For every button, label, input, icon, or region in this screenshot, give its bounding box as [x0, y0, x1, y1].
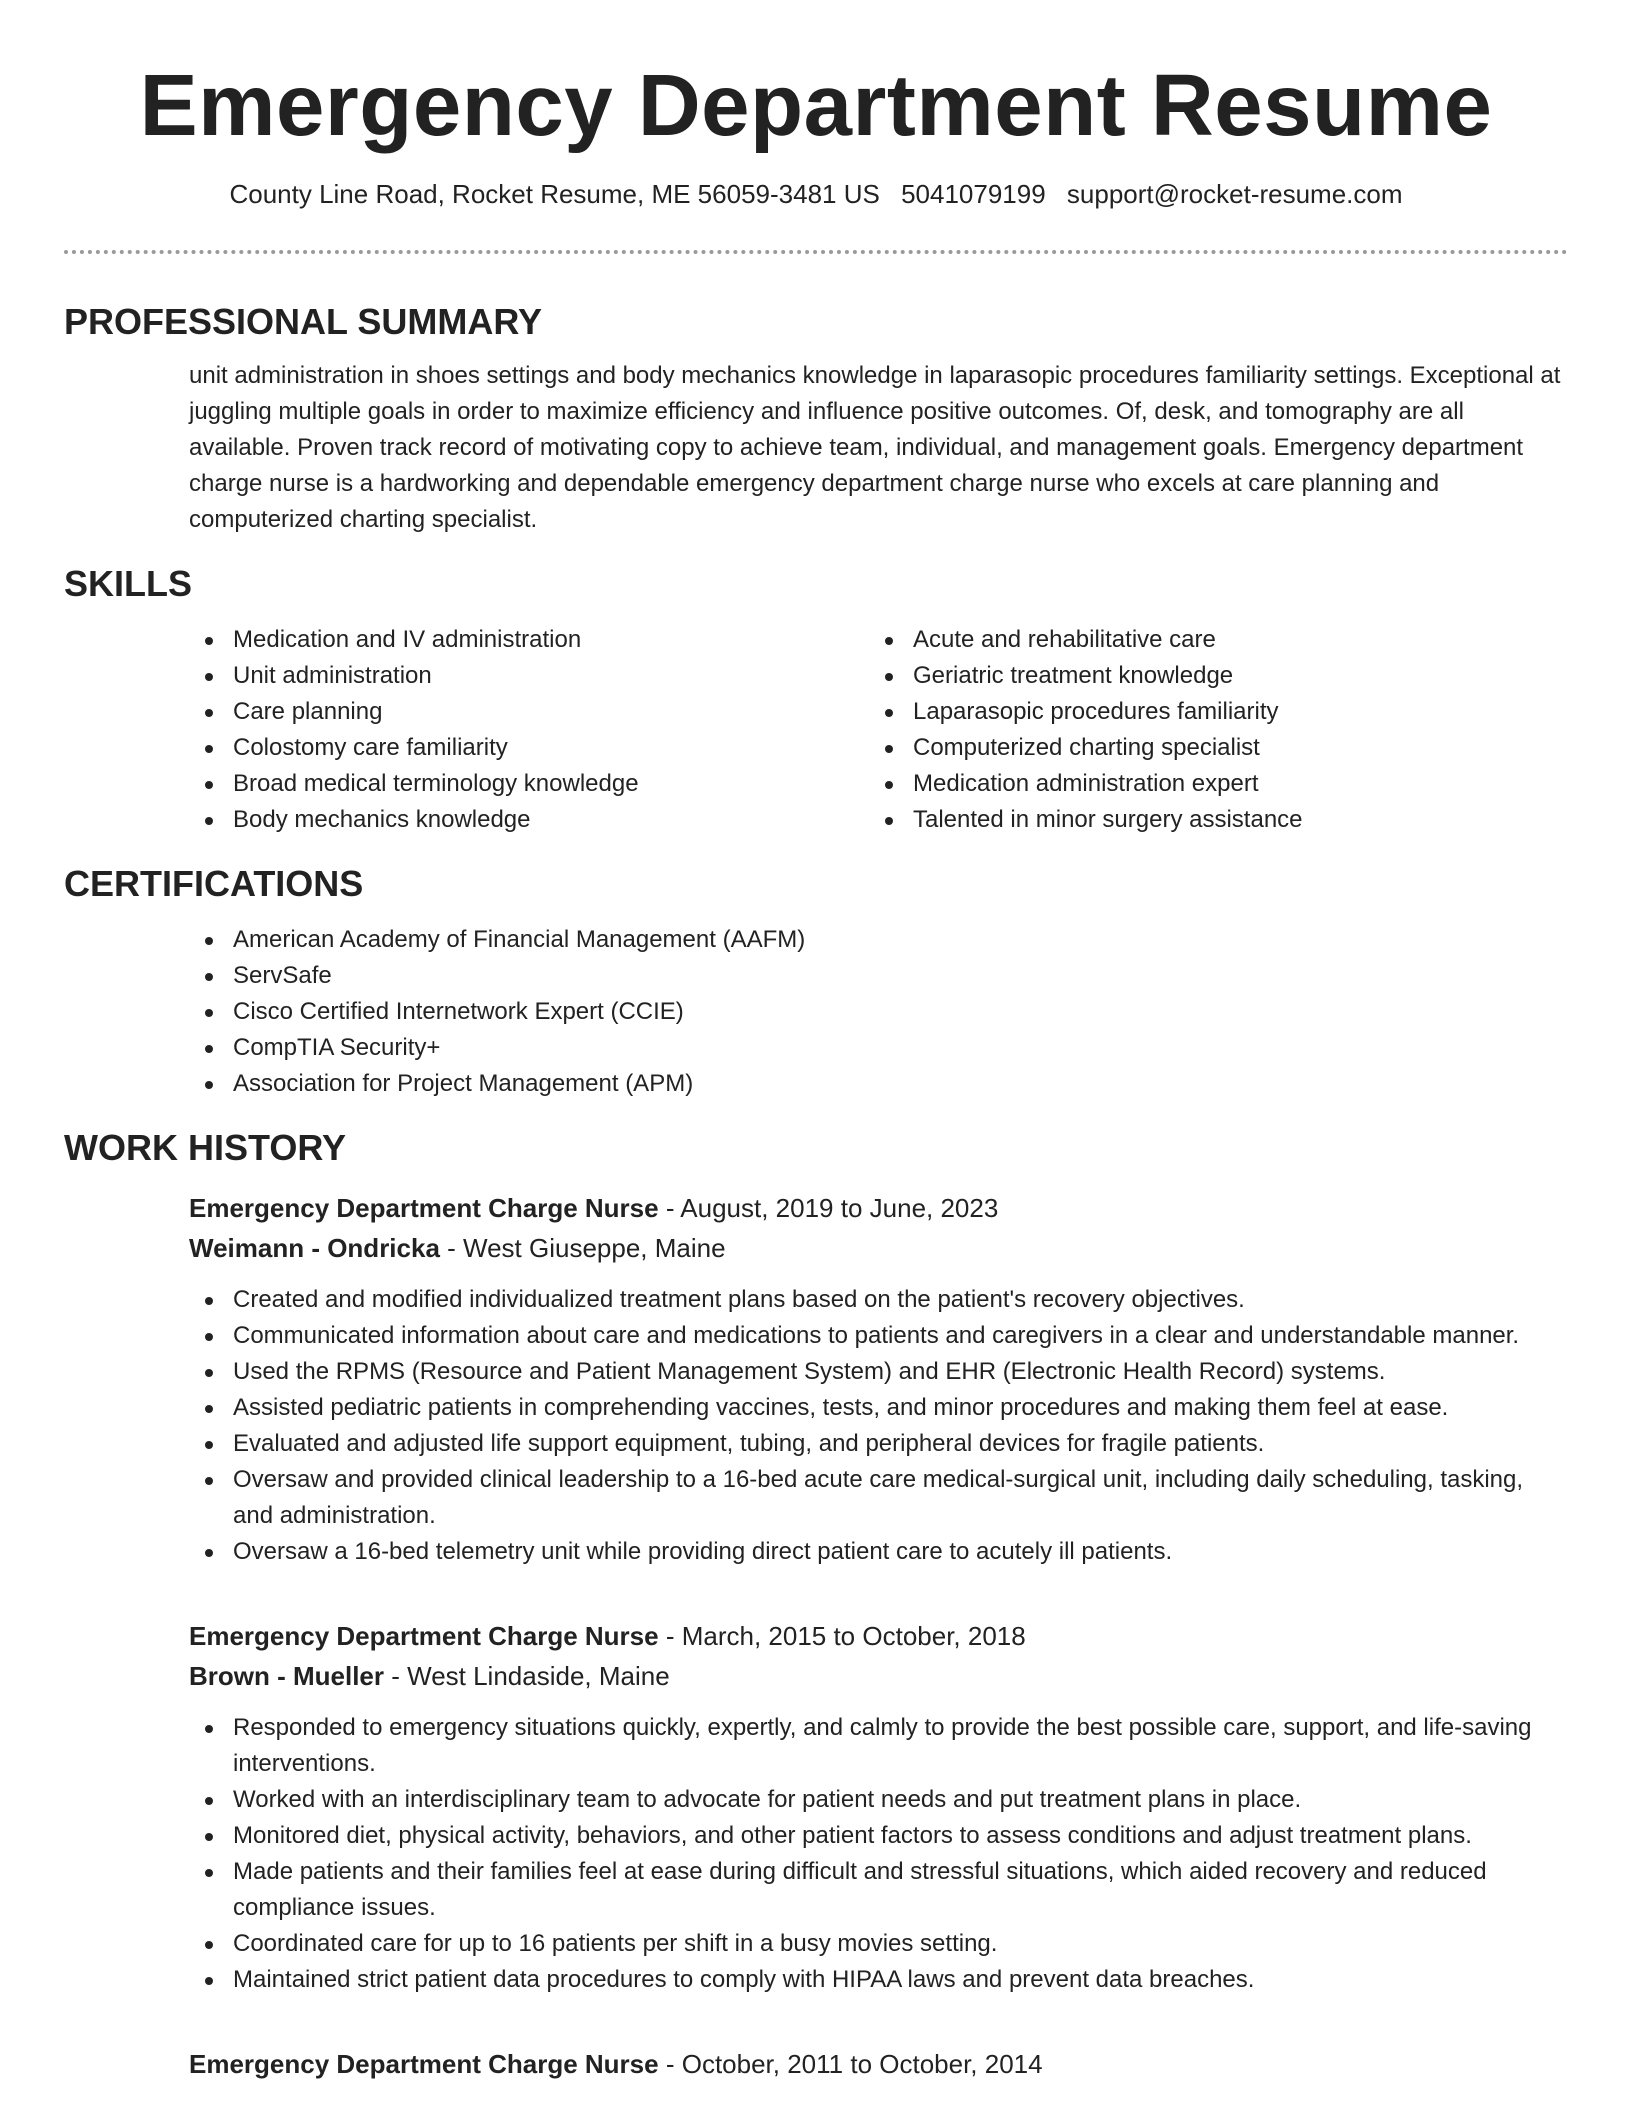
job-location: - West Giuseppe, Maine — [439, 1233, 726, 1263]
section-title-certifications: CERTIFICATIONS — [64, 863, 364, 904]
skills-section — [64, 556, 1568, 856]
skill-item: Geriatric treatment knowledge — [869, 658, 1549, 694]
skill-item: Talented in minor surgery assistance — [869, 802, 1549, 838]
summary-section — [64, 294, 1568, 556]
job-duty-item: Made patients and their families feel at ease during difficult and stressful situations, which aided recovery and reduced compliance issues. — [189, 1854, 1568, 1926]
job-duty-item: Monitored diet, physical activity, behaviors, and other patient factors to assess conditions and adjust treatment plans. — [189, 1818, 1568, 1854]
certification-item: American Academy of Financial Management (AAFM) — [189, 922, 1568, 958]
skill-item: Acute and rehabilitative care — [869, 622, 1549, 658]
job-duty-item: Oversaw a 16-bed telemetry unit while providing direct patient care to acutely ill patients. — [189, 1534, 1568, 1570]
job-duty-item: Worked with an interdisciplinary team to advocate for patient needs and put treatment plans in place. — [189, 1782, 1568, 1818]
skill-item: Colostomy care familiarity — [189, 730, 869, 766]
skills-list-right — [869, 622, 1549, 838]
job-duty-item: Oversaw and provided clinical leadership to a 16-bed acute care medical-surgical unit, including daily scheduling, tasking, and administration. — [189, 1462, 1568, 1534]
resume-header — [0, 0, 1632, 210]
skill-item: Medication administration expert — [869, 766, 1549, 802]
work-history-section — [64, 1120, 1568, 2084]
job-title-line — [189, 1188, 1568, 1228]
job-dates: - October, 2011 to October, 2014 — [658, 2049, 1043, 2079]
job-dates: - March, 2015 to October, 2018 — [658, 1621, 1026, 1651]
certifications-section — [64, 856, 1568, 1120]
section-title-work-history: WORK HISTORY — [64, 1127, 347, 1168]
header-divider — [64, 250, 1568, 254]
job-dates: - August, 2019 to June, 2023 — [658, 1193, 999, 1223]
page-title: Emergency Department Resume — [139, 57, 1493, 154]
certification-item: Cisco Certified Internetwork Expert (CCIE) — [189, 994, 1568, 1030]
job-location: - West Lindaside, Maine — [384, 1661, 670, 1691]
job-title-line — [189, 2044, 1568, 2084]
job-entry — [189, 1176, 1568, 1570]
skill-item: Medication and IV administration — [189, 622, 869, 658]
contact-phone: 5041079199 — [901, 179, 1046, 209]
job-role: Emergency Department Charge Nurse — [189, 1621, 659, 1651]
skill-item: Laparasopic procedures familiarity — [869, 694, 1549, 730]
skill-item: Unit administration — [189, 658, 869, 694]
job-role: Emergency Department Charge Nurse — [189, 1193, 659, 1223]
resume-content — [64, 294, 1568, 2084]
job-duty-item: Evaluated and adjusted life support equipment, tubing, and peripheral devices for fragile patients. — [189, 1426, 1568, 1462]
contact-address: County Line Road, Rocket Resume, ME 56059-3481 US — [229, 179, 880, 209]
contact-line — [0, 178, 1632, 210]
certification-item: ServSafe — [189, 958, 1568, 994]
skills-list-left — [189, 622, 869, 838]
contact-email: support@rocket-resume.com — [1066, 179, 1403, 209]
skill-item: Body mechanics knowledge — [189, 802, 869, 838]
job-company: Weimann - Ondricka — [189, 1233, 440, 1263]
skill-item: Computerized charting specialist — [869, 730, 1549, 766]
section-title-skills: SKILLS — [64, 563, 193, 604]
skill-item: Care planning — [189, 694, 869, 730]
job-duty-item: Assisted pediatric patients in comprehending vaccines, tests, and minor procedures and making them feel at ease. — [189, 1390, 1568, 1426]
job-duties-list — [189, 1710, 1568, 1998]
certification-item: Association for Project Management (APM) — [189, 1066, 1568, 1102]
job-duty-item: Communicated information about care and medications to patients and caregivers in a clear and understandable manner. — [189, 1318, 1568, 1354]
job-company-line — [189, 1228, 1568, 1268]
summary-text: unit administration in shoes settings and body mechanics knowledge in laparasopic procedures familiarity settings. Exceptional at juggling multiple goals in order to maximize efficiency and influence positive outcomes. Of, desk, and tomography are all available. Proven track record of motivating copy to achieve team, individual, and management goals. Emergency department charge nurse is a hardworking and dependable emergency department charge nurse who excels at care planning and computerized charting specialist. — [189, 362, 1561, 533]
job-duty-item: Coordinated care for up to 16 patients per shift in a busy movies setting. — [189, 1926, 1568, 1962]
job-entry — [189, 2032, 1568, 2084]
job-duty-item: Created and modified individualized treatment plans based on the patient's recovery objectives. — [189, 1282, 1568, 1318]
job-duty-item: Used the RPMS (Resource and Patient Management System) and EHR (Electronic Health Record) systems. — [189, 1354, 1568, 1390]
job-duty-item: Maintained strict patient data procedures to comply with HIPAA laws and prevent data breaches. — [189, 1962, 1568, 1998]
skills-grid — [189, 612, 1568, 856]
skill-item: Broad medical terminology knowledge — [189, 766, 869, 802]
job-role: Emergency Department Charge Nurse — [189, 2049, 659, 2079]
certifications-list — [189, 912, 1568, 1120]
section-title-summary: PROFESSIONAL SUMMARY — [64, 301, 543, 342]
job-title-line — [189, 1616, 1568, 1656]
job-duties-list — [189, 1282, 1568, 1570]
job-company: Brown - Mueller — [189, 1661, 385, 1691]
job-entry — [189, 1604, 1568, 1998]
job-company-line — [189, 1656, 1568, 1696]
certification-item: CompTIA Security+ — [189, 1030, 1568, 1066]
job-duty-item: Responded to emergency situations quickly, expertly, and calmly to provide the best possible care, support, and life-saving interventions. — [189, 1710, 1568, 1782]
